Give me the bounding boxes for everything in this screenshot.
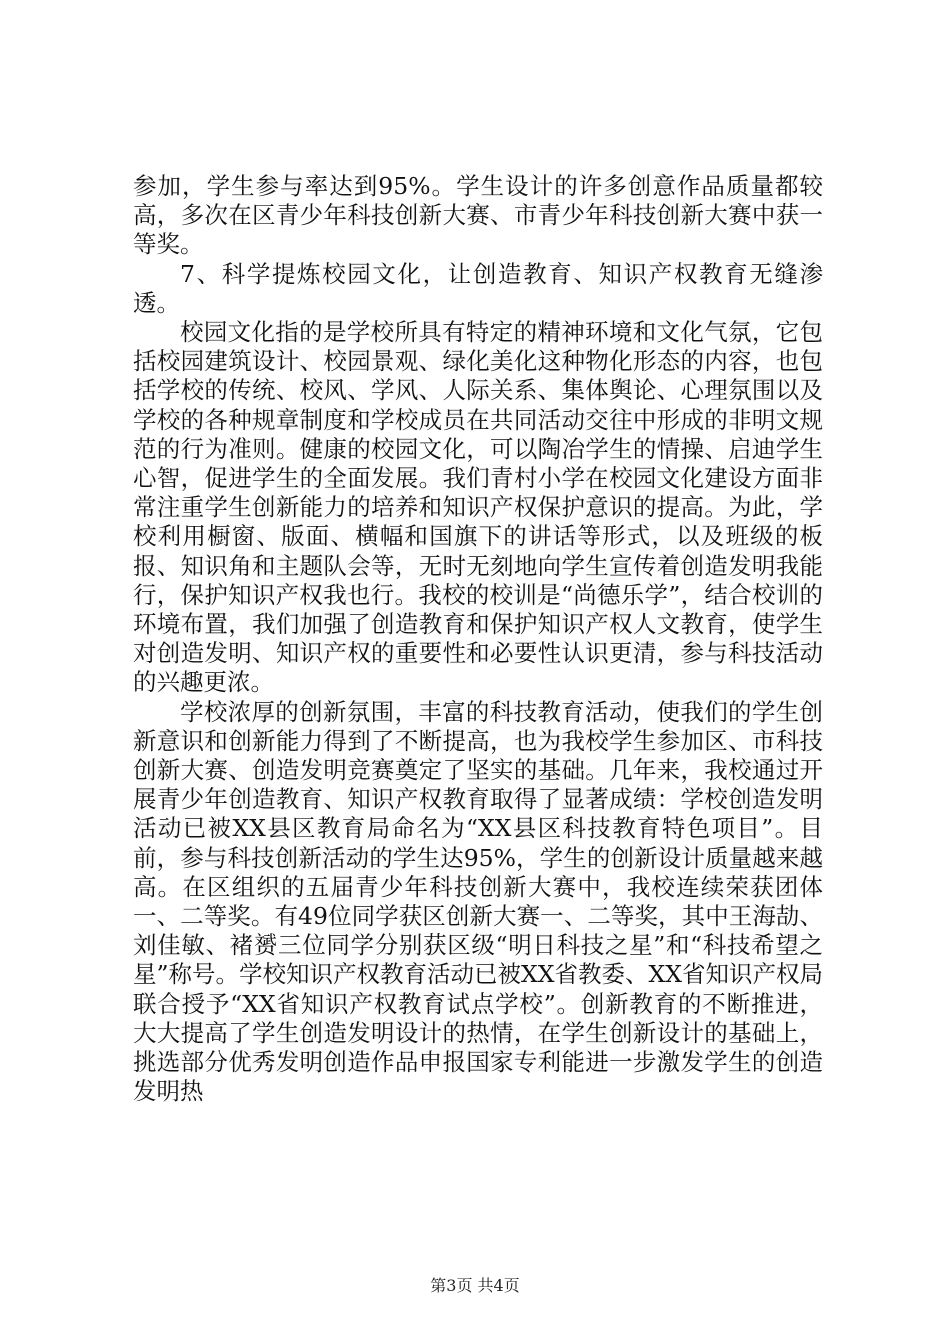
paragraph-campus-culture: 校园文化指的是学校所具有特定的精神环境和文化气氛，它包括校园建筑设计、校园景观、绿化美化这种物化形态的内容，也包括学校的传统、校风、学风、人际关系、集体舆论、心理氛围以及学校的各种规章制度和学校成员在共同活动交往中形成的非明文规范的行为准则。健康的校园文化，可以陶冶学生的情操、启迪学生心智，促进学生的全面发展。我们青村小学在校园文化建设方面非常注重学生创新能力的培养和知识产权保护意识的提高。为此，学校利用橱窗、版面、横幅和国旗下的讲话等形式，以及班级的板报、知识角和主题队会等，无时无刻地向学生宣传着创造发明我能行，保护知识产权我也行。我校的校训是“尚德乐学”，结合校训的环境布置，我们加强了创造教育和保护知识产权人文教育，使学生对创造发明、知识产权的重要性和必要性认识更清，参与科技活动的兴趣更浓。 [133,318,823,697]
section-heading-7: 7、科学提炼校园文化，让创造教育、知识产权教育无缝渗透。 [133,259,823,317]
page-footer: 第3页 共4页 [430,1276,520,1295]
paragraph-achievements: 学校浓厚的创新氛围，丰富的科技教育活动，使我们的学生创新意识和创新能力得到了不断提高，也为我校学生参加区、市科技创新大赛、创造发明竞赛奠定了坚实的基础。几年来，我校通过开展青少年创造教育、知识产权教育取得了显著成绩：学校创造发明活动已被XX县区教育局命名为“XX县区科技教育特色项目”。目前，参与科技创新活动的学生达95%，学生的创新设计质量越来越高。在区组织的五届青少年科技创新大赛中，我校连续荣获团体一、二等奖。有49位同学获区创新大赛一、二等奖，其中王海劼、刘佳敏、褚赟三位同学分别获区级“明日科技之星”和“科技希望之星”称号。学校知识产权教育活动已被XX省教委、XX省知识产权局联合授予“XX省知识产权教育试点学校”。创新教育的不断推进，大大提高了学生创造发明设计的热情，在学生创新设计的基础上，挑选部分优秀发明创造作品申报国家专利能进一步激发学生的创造发明热 [133,697,823,1106]
paragraph-continuation: 参加，学生参与率达到95%。学生设计的许多创意作品质量都较高，多次在区青少年科技创新大赛、市青少年科技创新大赛中获一等奖。 [133,172,823,259]
document-body [133,172,823,1107]
